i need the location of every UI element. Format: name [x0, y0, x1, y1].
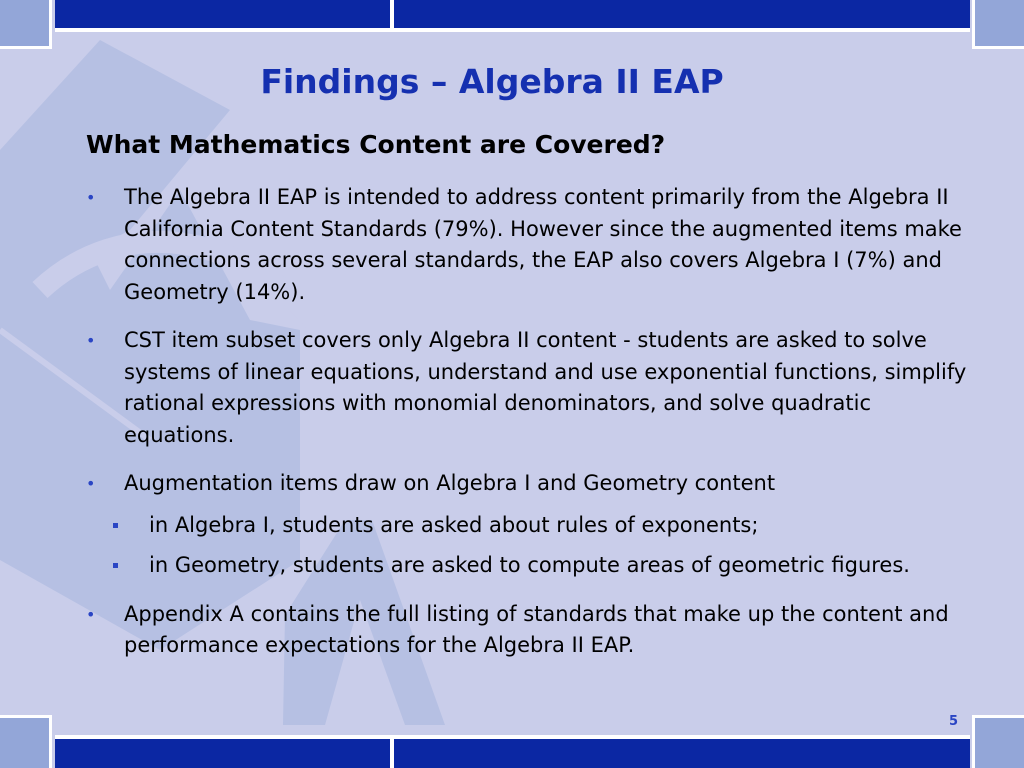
round-bullet-icon: •: [86, 188, 96, 207]
page-number: 5: [948, 714, 958, 729]
round-bullet-icon: •: [86, 474, 96, 493]
bullet-item: [86, 325, 986, 451]
bullet-text: Appendix A contains the full listing of standards that make up the content and performance expectations for the Algebra II EAP.: [124, 601, 949, 657]
sub-bullet-item: [86, 550, 986, 582]
top-bar-left: [55, 0, 390, 28]
sub-bullet-item: [86, 510, 986, 542]
bullet-item: [86, 468, 986, 500]
slide-subtitle: What Mathematics Content are Covered?: [86, 130, 666, 159]
bullet-item: [86, 182, 986, 308]
top-left-corner-block: [0, 0, 52, 49]
slide-title: Findings – Algebra II EAP: [260, 62, 724, 101]
bullet-text: Augmentation items draw on Algebra I and Geometry content: [124, 471, 776, 495]
round-bullet-icon: •: [86, 331, 96, 350]
bottom-left-corner-block: [0, 715, 52, 768]
top-bar-right: [394, 0, 970, 28]
bullet-text: The Algebra II EAP is intended to address content primarily from the Algebra II California Content Standards (79%). However since the augmented items make connections across several standards, the EAP also covers Algebra I (7%) and Geometry (14%).: [124, 185, 962, 304]
top-frame-line: [55, 28, 970, 32]
bottom-bar-right: [394, 739, 970, 768]
round-bullet-icon: •: [86, 604, 96, 624]
top-right-corner-block: [972, 0, 1024, 49]
sub-bullet-text: in Geometry, students are asked to compute areas of geometric figures.: [149, 553, 910, 577]
bullet-list: [86, 182, 986, 662]
bottom-right-corner-block: [972, 715, 1024, 768]
square-bullet-icon: [113, 563, 118, 568]
bullet-item: [86, 599, 986, 662]
square-bullet-icon: [113, 523, 118, 528]
sub-bullet-text: in Algebra I, students are asked about rules of exponents;: [149, 512, 759, 537]
bullet-text: CST item subset covers only Algebra II content - students are asked to solve systems of linear equations, understand and use exponential functions, simplify rational expressions with monomial denominators, and solve quadratic equations.: [124, 328, 967, 447]
bottom-bar-left: [55, 739, 390, 768]
